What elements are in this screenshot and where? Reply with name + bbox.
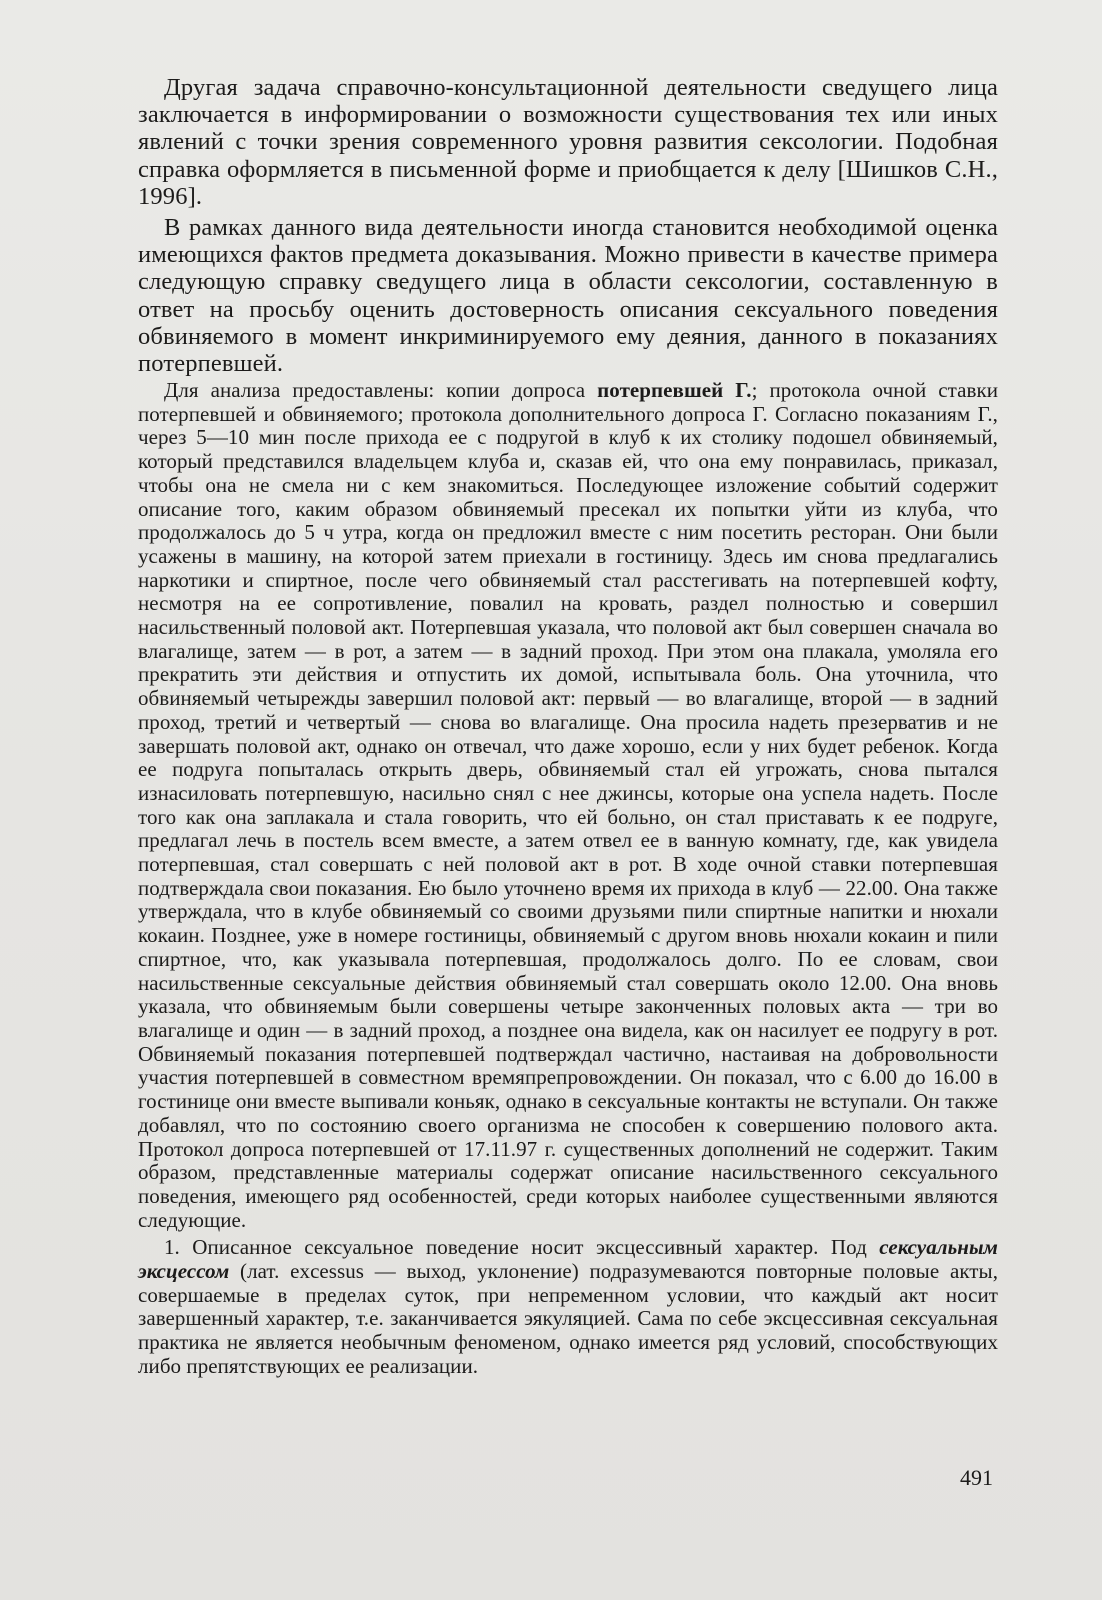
intro-paragraph-2: В рамках данного вида деятельности иногда становится необходимой оценка имеющихся фактов предмета доказывания. Можно привести в качестве примера следующую справку сведущего лица в области сексологии, составленную в ответ на просьбу оценить достоверность описания сексуального поведения обвиняемого в момент инкриминируемого ему деяния, данного в показаниях потерпевшей. (138, 214, 998, 378)
reference-p2-lead: 1. Описанное сексуальное поведение носит эксцессивный характер. Под (164, 1235, 880, 1260)
victim-name-bold: потерпевшей Г. (597, 378, 752, 402)
reference-p2-body: (лат. excessus — выход, уклонение) подразумеваются повторные половые акты, совершаемые в пределах суток, при непременном условии, что каждый акт носит завершенный характер, т.е. заканчивается эякуляцией. Сама по себе эксцессивная сексуальная практика не является необычным феноменом, однако имеется ряд условий, способствующих либо препятствующих ее реализации. (138, 1259, 998, 1378)
page-number: 491 (960, 1465, 993, 1490)
reference-paragraph-1 (138, 379, 998, 1232)
reference-p1-body: ; протокола очной ставки потерпевшей и обвиняемого; протокола дополнительного допроса Г. Согласно показаниям Г., через 5—10 мин после прихода ее с подругой в клуб к их столику подошел обвиняемый, который представился владельцем клуба и, сказав ей, что она ему понравилась, приказал, чтобы она не смела ни с кем знакомиться. Последующее изложение событий содержит описание того, каким образом обвиняемый пресекал их попытки уйти из клуба, что продолжалось до 5 ч утра, когда он предложил вместе с ним посетить ресторан. Они были усажены в машину, на которой затем приехали в гостиницу. Здесь им снова предлагались наркотики и спиртное, после чего обвиняемый стал расстегивать на потерпевшей кофту, несмотря на ее сопротивление, повалил на кровать, раздел полностью и совершил насильственный половой акт. Потерпевшая указала, что половой акт был совершен сначала во влагалище, затем — в рот, а затем — в задний проход. При этом она плакала, умоляла его прекратить эти действия и отпустить их домой, испытывала боль. Она уточнила, что обвиняемый четырежды завершил половой акт: первый — во влагалище, второй — в задний проход, третий и четвертый — снова во влагалище. Она просила надеть презерватив и не завершать половой акт, однако он отвечал, что даже хорошо, если у них будет ребенок. Когда ее подруга попыталась открыть дверь, обвиняемый стал ей угрожать, снова пытался изнасиловать потерпевшую, насильно снял с нее джинсы, которые она успела надеть. После того как она заплакала и стала говорить, что ей больно, он стал приставать к ее подруге, предлагал лечь в постель всем вместе, а затем отвел ее в ванную комнату, где, как увидела потерпевшая, стал совершать с ней половой акт в рот. В ходе очной ставки потерпевшая подтверждала свои показания. Ею было уточнено время их прихода в клуб — 22.00. Она также утверждала, что в клубе обвиняемый со своими друзьями пили спиртные напитки и нюхали кокаин. Позднее, уже в номере гостиницы, обвиняемый с другом вновь нюхали кокаин и пили спиртное, что, как указывала потерпевшая, продолжалось долго. По ее словам, свои насильственные сексуальные действия обвиняемый стал совершать около 12.00. Она вновь указала, что обвиняемым были совершены четыре законченных половых акта — три во влагалище и один — в задний проход, а позднее она видела, как он насилует ее подругу в рот. Обвиняемый показания потерпевшей подтверждал частично, настаивая на добровольности участия потерпевшей в совместном времяпрепровождении. Он показал, что с 6.00 до 16.00 в гостинице они вместе выпивали коньяк, однако в сексуальные контакты не вступали. Он также добавлял, что по состоянию своего организма не способен к совершению полового акта. Протокол допроса потерпевшей от 17.11.97 г. существенных дополнений не содержит. Таким образом, представленные материалы содержат описание насильственного сексуального поведения, имеющего ряд особенностей, среди которых наиболее существенными являются следующие. (138, 378, 998, 1232)
reference-paragraph-2 (138, 1236, 998, 1378)
expert-reference-text (138, 379, 998, 1379)
reference-p1-lead: Для анализа предоставлены: копии допроса (164, 378, 598, 402)
intro-paragraph-1: Другая задача справочно-консультационной деятельности сведущего лица заключается в информировании о возможности существования тех или иных явлений с точки зрения современного уровня развития сексологии. Подобная справка оформляется в письменной форме и приобщается к делу [Шишков С.Н., 1996]. (138, 74, 998, 210)
term-sexual-excess: сексуальным эксцессом (138, 1235, 998, 1284)
intro-section (138, 74, 998, 377)
